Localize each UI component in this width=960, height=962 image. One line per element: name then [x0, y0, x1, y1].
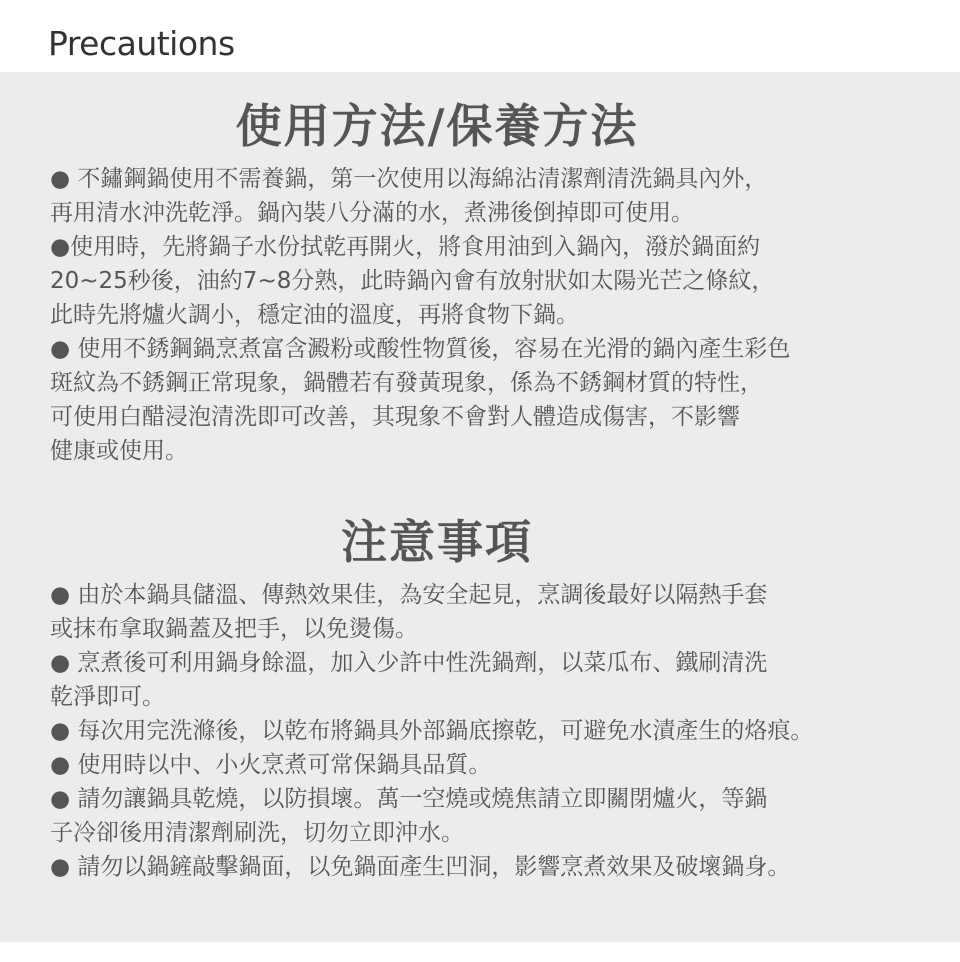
notes-line: 或抹布拿取鍋蓋及把手，以免燙傷。: [50, 616, 418, 642]
notes-body: [50, 578, 930, 884]
usage-title: 使用方法/保養方法: [235, 99, 639, 153]
usage-line: ●使用時，先將鍋子水份拭乾再開火，將食用油到入鍋內，潑於鍋面約: [50, 234, 761, 260]
usage-line: ● 不鏽鋼鍋使用不需養鍋，第一次使用以海綿沾清潔劑清洗鍋具內外，: [50, 166, 768, 192]
usage-line: 此時先將爐火調小，穩定油的溫度，再將食物下鍋。: [50, 302, 579, 328]
usage-line: 20~25秒後，油約7~8分熟，此時鍋內會有放射狀如太陽光芒之條紋，: [50, 268, 775, 294]
notes-line: ● 由於本鍋具儲溫、傳熱效果佳，為安全起見，烹調後最好以隔熱手套: [50, 582, 768, 608]
notes-title: 注意事項: [341, 515, 533, 569]
page-header: [0, 0, 960, 72]
notes-line: ● 烹煮後可利用鍋身餘溫，加入少許中性洗鍋劑，以菜瓜布、鐵刷清洗: [50, 650, 768, 676]
notes-line: 子冷卻後用清潔劑刷洗，切勿立即沖水。: [50, 820, 464, 846]
usage-line: 斑紋為不銹鋼正常現象，鍋體若有發黃現象，係為不銹鋼材質的特性，: [50, 370, 763, 396]
usage-line: 健康或使用。: [50, 438, 188, 464]
usage-body: [50, 162, 930, 468]
usage-line: 再用清水沖洗乾淨。鍋內裝八分滿的水，煮沸後倒掉即可使用。: [50, 200, 694, 226]
notes-line: 乾淨即可。: [50, 684, 165, 710]
notes-line: ● 請勿以鍋鏟敲擊鍋面，以免鍋面產生凹洞，影響烹煮效果及破壞鍋身。: [50, 854, 791, 880]
notes-line: ● 使用時以中、小火烹煮可常保鍋具品質。: [50, 752, 492, 778]
usage-line: 可使用白醋浸泡清洗即可改善，其現象不會對人體造成傷害，不影響: [50, 404, 740, 430]
header-title: Precautions: [48, 24, 235, 63]
usage-line: ● 使用不銹鋼鍋烹煮富含澱粉或酸性物質後，容易在光滑的鍋內產生彩色: [50, 336, 791, 362]
notes-line: ● 請勿讓鍋具乾燒，以防損壞。萬一空燒或燒焦請立即關閉爐火，等鍋: [50, 786, 768, 812]
notes-line: ● 每次用完洗滌後，以乾布將鍋具外部鍋底擦乾，可避免水漬產生的烙痕。: [50, 718, 814, 744]
